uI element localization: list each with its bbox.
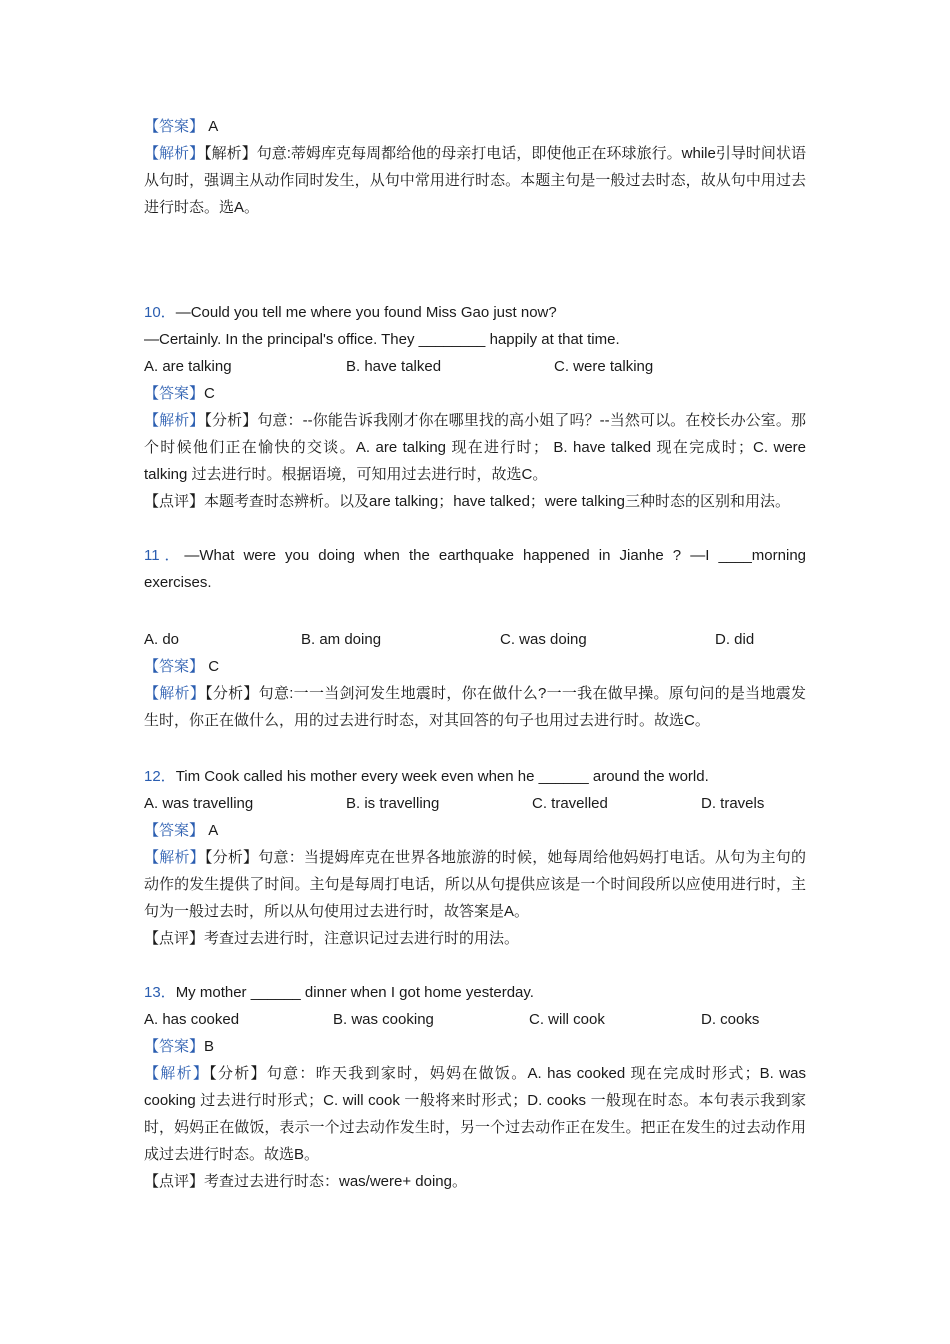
question-stem — [144, 542, 806, 596]
question-stem — [144, 763, 806, 790]
question-number: 11． — [144, 547, 185, 564]
question-10 — [144, 299, 806, 515]
answer-tag: 【答案】 — [144, 1038, 205, 1055]
analysis-text: 【分析】句意:一一当剑河发生地震时，你在做什么?一一我在做早操。原句问的是当地震发生时，你正在做什么，用的过去进行时态，对其回答的句子也用过去进行时。故选C。 — [144, 685, 806, 729]
option-c: C. travelled — [532, 795, 608, 812]
option-d: D. cooks — [701, 1011, 760, 1028]
answer-value: A — [208, 822, 219, 839]
analysis-tag: 【解析】 — [144, 849, 205, 866]
answer-line — [144, 653, 806, 680]
question-number: 13． — [144, 984, 176, 1001]
option-b: B. am doing — [301, 631, 382, 648]
stem-text: My mother ______ dinner when I got home yesterday. — [175, 984, 534, 1001]
option-a: A. has cooked — [144, 1011, 240, 1028]
options-row — [144, 353, 806, 380]
stem-line-2: —Certainly. In the principal's office. They ________ happily at that time. — [144, 331, 620, 348]
stem-text: —What were you doing when the earthquake happened in Jianhe ? —I ____morning exercises. — [144, 547, 807, 591]
answer-value: C — [208, 658, 220, 675]
option-a: A. do — [144, 631, 180, 648]
option-c: C. was doing — [500, 631, 587, 648]
answer-block-0 — [144, 113, 806, 221]
option-b: B. have talked — [346, 358, 442, 375]
analysis-text: 【分析】句意：昨天我到家时，妈妈在做饭。A. has cooked 现在完成时形式；B. was cooking 过去进行时形式；C. will cook 一般将来时形式；D. cooks 一般现在时态。本句表示我到家时，妈妈正在做饭，表示一个过去动作发生时，另一个过去动作正在发生。把正在发生的过去动作用成过去进行时态。故选B。 — [144, 1065, 806, 1163]
comment-paragraph: 【点评】本题考查时态辨析。以及are talking；have talked；were talking三种时态的区别和用法。 — [144, 493, 790, 510]
answer-line — [144, 817, 806, 844]
options-row — [144, 1006, 806, 1033]
question-11 — [144, 542, 806, 734]
analysis-paragraph — [144, 1060, 806, 1168]
analysis-paragraph — [144, 407, 806, 488]
option-b: B. is travelling — [346, 795, 440, 812]
answer-value: C — [204, 385, 215, 402]
option-c: C. were talking — [554, 358, 654, 375]
analysis-paragraph — [144, 680, 806, 734]
question-stem — [144, 299, 806, 326]
analysis-paragraph — [144, 844, 806, 925]
answer-value: B — [204, 1038, 215, 1055]
answer-tag: 【答案】 — [144, 385, 205, 402]
analysis-text: 【分析】句意：--你能告诉我刚才你在哪里找的高小姐了吗？--当然可以。在校长办公室。那个时候他们正在愉快的交谈。A. are talking 现在进行时； B. have talked 现在完成时；C. were talking 过去进行时。根据语境，可知用过去进行时，故选C。 — [144, 412, 806, 483]
option-c: C. will cook — [529, 1011, 605, 1028]
answer-line — [144, 113, 806, 140]
answer-line — [144, 380, 806, 407]
question-stem — [144, 979, 806, 1006]
answer-value: A — [208, 118, 219, 135]
answer-tag: 【答案】 — [144, 118, 205, 135]
analysis-tag: 【解析】 — [144, 145, 205, 162]
analysis-paragraph — [144, 140, 806, 221]
option-a: A. was travelling — [144, 795, 254, 812]
answer-tag: 【答案】 — [144, 822, 205, 839]
analysis-tag: 【解析】 — [144, 412, 205, 429]
document-page — [144, 113, 806, 1195]
question-13 — [144, 979, 806, 1195]
option-d: D. travels — [701, 795, 765, 812]
answer-tag: 【答案】 — [144, 658, 205, 675]
answer-line — [144, 1033, 806, 1060]
question-number: 10． — [144, 304, 176, 321]
comment-paragraph: 【点评】考查过去进行时态：was/were+ doing。 — [144, 1173, 467, 1190]
analysis-text: 【解析】句意:蒂姆库克每周都给他的母亲打电话，即使他正在环球旅行。while引导时间状语从句时，强调主从动作同时发生，从句中常用进行时态。本题主句是一般过去时态，故从句中用过去进行时态。选A。 — [144, 145, 806, 216]
question-number: 12． — [144, 768, 176, 785]
option-a: A. are talking — [144, 358, 232, 375]
option-b: B. was cooking — [333, 1011, 434, 1028]
options-row — [144, 626, 806, 653]
analysis-text: 【分析】句意：当提姆库克在世界各地旅游的时候，她每周给他妈妈打电话。从句为主句的动作的发生提供了时间。主句是每周打电话，所以从句提供应该是一个时间段所以应使用进行时，主句为一般过去时，所以从句使用过去进行时，故答案是A。 — [144, 849, 806, 920]
stem-text: Tim Cook called his mother every week even when he ______ around the world. — [175, 768, 709, 785]
option-d: D. did — [715, 631, 755, 648]
question-12 — [144, 763, 806, 952]
analysis-tag: 【解析】 — [144, 685, 206, 702]
analysis-tag: 【解析】 — [144, 1065, 210, 1082]
options-row — [144, 790, 806, 817]
comment-paragraph: 【点评】考查过去进行时，注意识记过去进行时的用法。 — [144, 930, 520, 947]
stem-line-1: —Could you tell me where you found Miss Gao just now? — [175, 304, 557, 321]
